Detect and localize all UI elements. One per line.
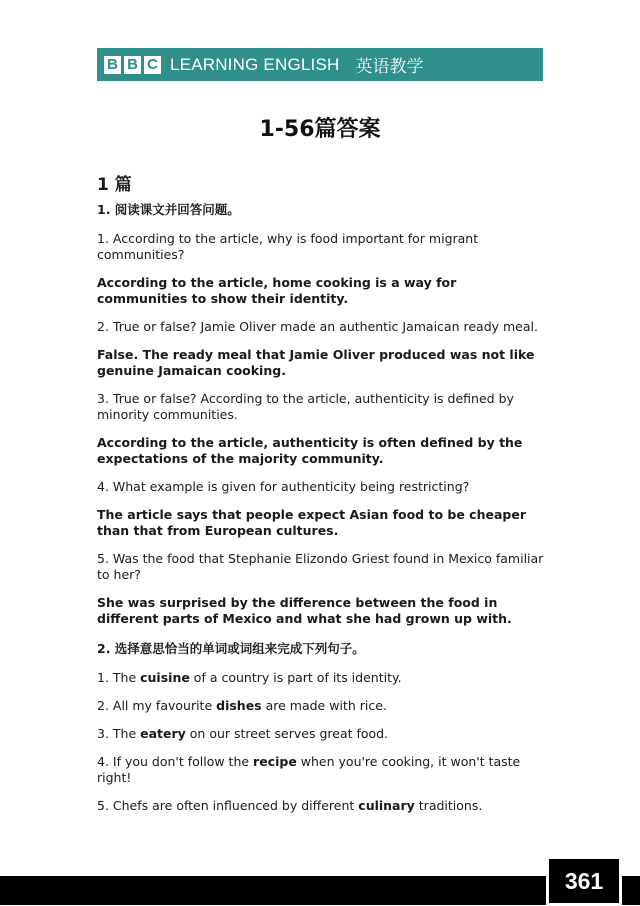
page-title: 1-56篇答案: [259, 117, 381, 142]
header-banner: [97, 48, 543, 81]
answer-3: According to the article, authenticity is often defined by the expectations of the majority community.: [97, 435, 523, 466]
sentence-3: [97, 726, 547, 742]
sentence-2-pre: 2. All my favourite: [97, 698, 217, 713]
sentence-2-word: dishes: [216, 698, 262, 713]
task2-heading: 2. 选择意思恰当的单词或词组来完成下列句子。: [97, 641, 365, 656]
sentence-4: [97, 754, 547, 786]
bbc-logo-b1: B: [104, 56, 121, 74]
answer-content: [97, 170, 547, 826]
sentence-3-post: on our street serves great food.: [185, 726, 389, 741]
answer-5: She was surprised by the difference between the food in different parts of Mexico and what she had grown up with.: [97, 595, 512, 626]
brand-label: LEARNING ENGLISH: [170, 54, 340, 74]
sentence-2: [97, 698, 547, 714]
sentence-3-pre: 3. The: [97, 726, 141, 741]
question-2: 2. True or false? Jamie Oliver made an authentic Jamaican ready meal.: [97, 319, 538, 334]
answer-1: According to the article, home cooking is a way for communities to show their identity.: [97, 275, 457, 306]
answer-4: The article says that people expect Asian food to be cheaper than that from European cultures.: [97, 507, 526, 538]
task1-heading: 1. 阅读课文并回答问题。: [97, 202, 240, 217]
sentence-4-pre: 4. If you don't follow the: [97, 754, 254, 769]
sentence-5-post: traditions.: [414, 798, 483, 813]
sentence-5-word: culinary: [358, 798, 415, 813]
sentence-1: [97, 670, 547, 686]
sentence-3-word: eatery: [140, 726, 186, 741]
sentence-1-post: of a country is part of its identity.: [189, 670, 402, 685]
sentence-1-pre: 1. The: [97, 670, 141, 685]
question-4: 4. What example is given for authenticity being restricting?: [97, 479, 470, 494]
question-3: 3. True or false? According to the article, authenticity is defined by minority communities.: [97, 391, 514, 422]
sentence-1-word: cuisine: [140, 670, 190, 685]
answer-2: False. The ready meal that Jamie Oliver produced was not like genuine Jamaican cooking.: [97, 347, 535, 378]
sentence-4-post: when you're cooking, it won't taste right!: [97, 754, 521, 785]
sentence-5: [97, 798, 547, 814]
page-number: 361: [546, 856, 622, 906]
question-1: 1. According to the article, why is food important for migrant communities?: [97, 231, 479, 262]
bbc-logo-c: C: [144, 56, 161, 74]
bbc-logo-b2: B: [124, 56, 141, 74]
sentence-5-pre: 5. Chefs are often influenced by different: [97, 798, 359, 813]
sentence-4-word: recipe: [253, 754, 297, 769]
section-heading: 1 篇: [97, 175, 132, 195]
footer-bar: [0, 876, 640, 905]
sentence-2-post: are made with rice.: [261, 698, 387, 713]
brand-chinese-label: 英语教学: [355, 57, 424, 77]
question-5: 5. Was the food that Stephanie Elizondo Griest found in Mexico familiar to her?: [97, 551, 544, 582]
